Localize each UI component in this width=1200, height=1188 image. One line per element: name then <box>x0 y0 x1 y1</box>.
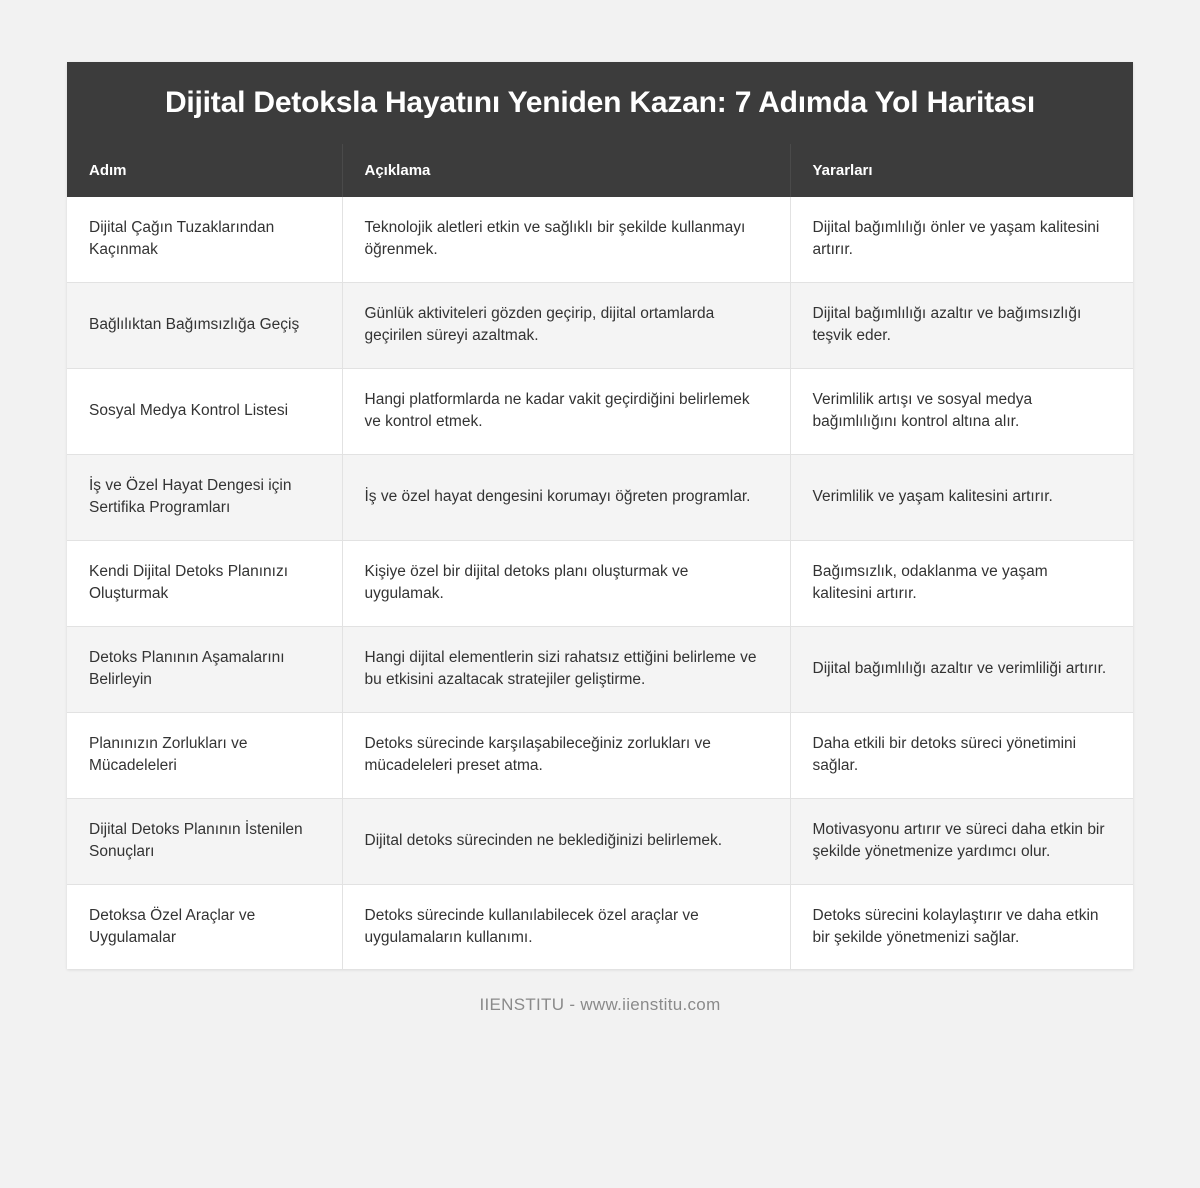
footer-attribution: IIENSTITU - www.iienstitu.com <box>479 995 721 1015</box>
table-row <box>67 712 1133 798</box>
cell-yararlari: Motivasyonu artırır ve süreci daha etkin bir şekilde yönetmenize yardımcı olur. <box>790 798 1133 884</box>
cell-adim: Kendi Dijital Detoks Planınızı Oluşturmak <box>67 540 342 626</box>
cell-aciklama: Detoks sürecinde kullanılabilecek özel araçlar ve uygulamaların kullanımı. <box>342 884 790 969</box>
table-row <box>67 368 1133 454</box>
cell-aciklama: Dijital detoks sürecinden ne beklediğinizi belirlemek. <box>342 798 790 884</box>
cell-yararlari: Dijital bağımlılığı azaltır ve bağımsızlığı teşvik eder. <box>790 282 1133 368</box>
cell-aciklama: İş ve özel hayat dengesini korumayı öğreten programlar. <box>342 454 790 540</box>
cell-adim: Sosyal Medya Kontrol Listesi <box>67 368 342 454</box>
cell-aciklama: Günlük aktiviteleri gözden geçirip, dijital ortamlarda geçirilen süreyi azaltmak. <box>342 282 790 368</box>
cell-aciklama: Detoks sürecinde karşılaşabileceğiniz zorlukları ve mücadeleleri preset atma. <box>342 712 790 798</box>
cell-adim: Dijital Detoks Planının İstenilen Sonuçları <box>67 798 342 884</box>
table-header <box>67 144 1133 197</box>
table-row <box>67 626 1133 712</box>
cell-yararlari: Detoks sürecini kolaylaştırır ve daha etkin bir şekilde yönetmenizi sağlar. <box>790 884 1133 969</box>
cell-adim: Bağlılıktan Bağımsızlığa Geçiş <box>67 282 342 368</box>
roadmap-table <box>67 144 1133 969</box>
cell-yararlari: Verimlilik ve yaşam kalitesini artırır. <box>790 454 1133 540</box>
cell-yararlari: Dijital bağımlılığı önler ve yaşam kalitesini artırır. <box>790 197 1133 282</box>
table-body <box>67 197 1133 969</box>
title-bar <box>67 62 1133 144</box>
column-header-yararlari: Yararları <box>790 144 1133 197</box>
cell-aciklama: Hangi dijital elementlerin sizi rahatsız ettiğini belirleme ve bu etkisini azaltacak stratejiler geliştirme. <box>342 626 790 712</box>
table-row <box>67 282 1133 368</box>
cell-aciklama: Kişiye özel bir dijital detoks planı oluşturmak ve uygulamak. <box>342 540 790 626</box>
info-table-card <box>67 62 1133 969</box>
cell-adim: Dijital Çağın Tuzaklarından Kaçınmak <box>67 197 342 282</box>
cell-yararlari: Bağımsızlık, odaklanma ve yaşam kalitesini artırır. <box>790 540 1133 626</box>
table-header-row <box>67 144 1133 197</box>
cell-adim: Detoks Planının Aşamalarını Belirleyin <box>67 626 342 712</box>
cell-aciklama: Hangi platformlarda ne kadar vakit geçirdiğini belirlemek ve kontrol etmek. <box>342 368 790 454</box>
cell-adim: İş ve Özel Hayat Dengesi için Sertifika Programları <box>67 454 342 540</box>
cell-aciklama: Teknolojik aletleri etkin ve sağlıklı bir şekilde kullanmayı öğrenmek. <box>342 197 790 282</box>
column-header-aciklama: Açıklama <box>342 144 790 197</box>
page-title: Dijital Detoksla Hayatını Yeniden Kazan: 7 Adımda Yol Haritası <box>164 86 1036 119</box>
table-row <box>67 798 1133 884</box>
table-row <box>67 454 1133 540</box>
table-row <box>67 540 1133 626</box>
cell-yararlari: Daha etkili bir detoks süreci yönetimini sağlar. <box>790 712 1133 798</box>
cell-yararlari: Verimlilik artışı ve sosyal medya bağımlılığını kontrol altına alır. <box>790 368 1133 454</box>
column-header-adim: Adım <box>67 144 342 197</box>
cell-adim: Detoksa Özel Araçlar ve Uygulamalar <box>67 884 342 969</box>
table-row <box>67 884 1133 969</box>
cell-yararlari: Dijital bağımlılığı azaltır ve verimliliği artırır. <box>790 626 1133 712</box>
cell-adim: Planınızın Zorlukları ve Mücadeleleri <box>67 712 342 798</box>
table-row <box>67 197 1133 282</box>
